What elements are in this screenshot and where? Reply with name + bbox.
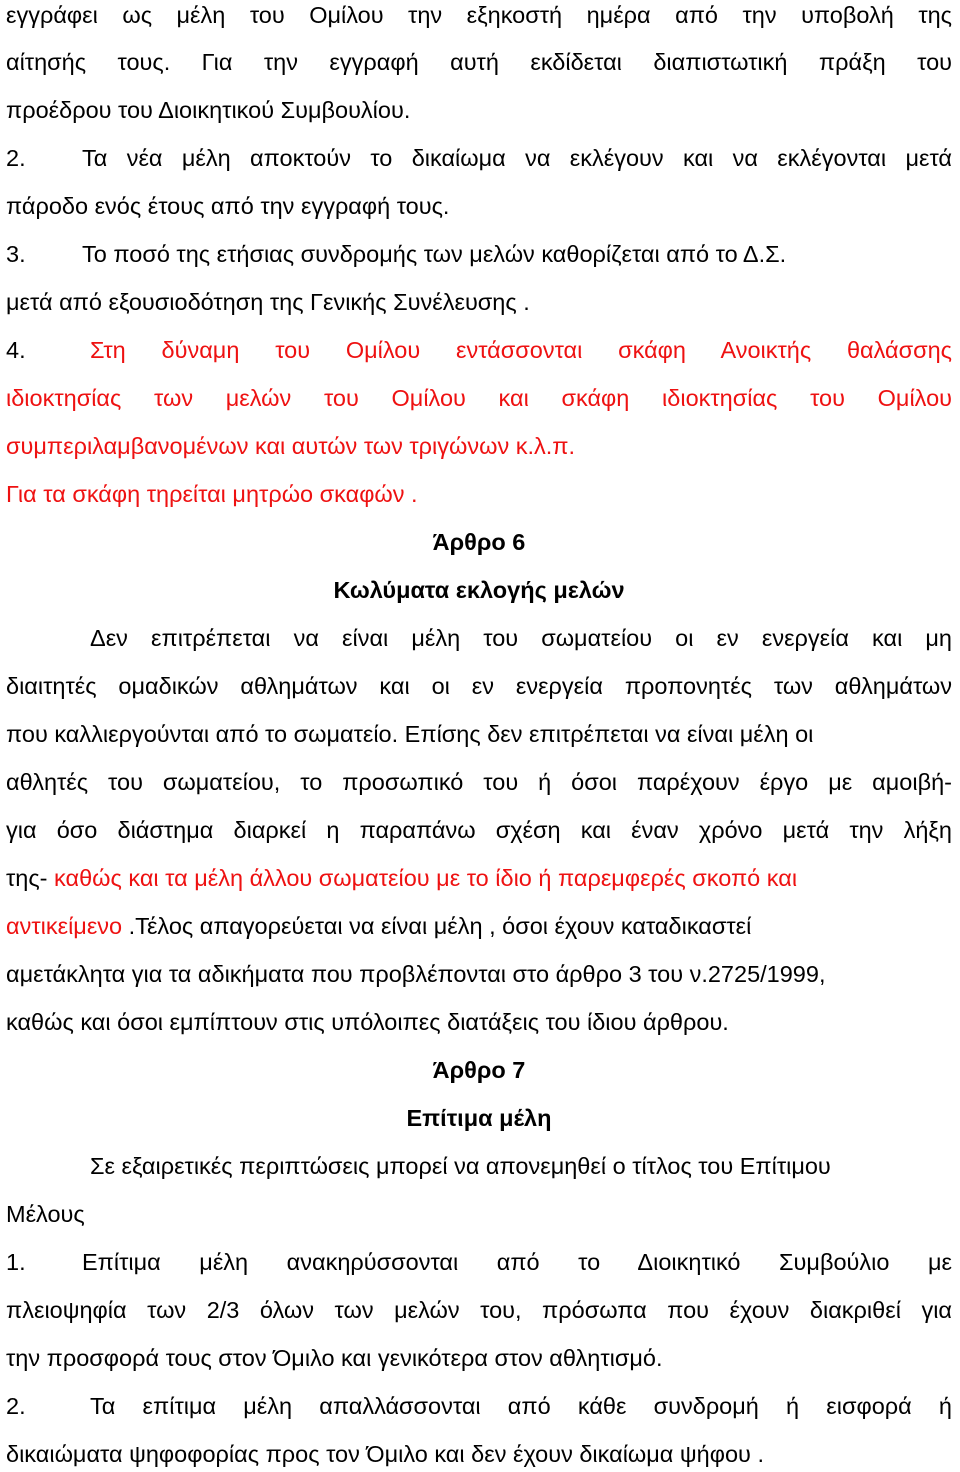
text-line — [90, 623, 952, 653]
line-text: αμετάκλητα για τα αδικήματα που προβλέπονται στο άρθρο 3 του ν.2725/1999, — [6, 961, 826, 987]
line-text: Το ποσό της ετήσιας συνδρομής των μελών καθορίζεται από το Δ.Σ. — [82, 241, 787, 267]
list-item-number: 4. — [6, 337, 26, 363]
line-text: διαιτητές ομαδικών αθλημάτων και οι εν ενεργεία προπονητές των αθλημάτων — [6, 673, 952, 699]
article-heading: Άρθρο 7 — [432, 1057, 526, 1083]
line-text: αίτησής τους. Για την εγγραφή αυτή εκδίδεται διαπιστωτική πράξη του — [6, 49, 952, 75]
text-line — [6, 911, 952, 941]
line-text: καθώς και όσοι εμπίπτουν στις υπόλοιπες διατάξεις του ίδιου άρθρου. — [6, 1009, 729, 1035]
text-line — [6, 1295, 952, 1325]
line-text: μετά από εξουσιοδότηση της Γενικής Συνέλευσης . — [6, 289, 530, 315]
line-text: Τα νέα μέλη αποκτούν το δικαίωμα να εκλέγουν και να εκλέγονται μετά — [82, 145, 952, 171]
line-text: για όσο διάστημα διαρκεί η παραπάνω σχέση και έναν χρόνο μετά την λήξη — [6, 817, 952, 843]
line-text: δικαιώματα ψηφοφορίας προς τον Όμιλο και δεν έχουν δικαίωμα ψήφου . — [6, 1441, 764, 1467]
article-title: Κωλύματα εκλογής μελών — [333, 577, 625, 603]
line-text: ιδιοκτησίας των μελών του Ομίλου και σκάφη ιδιοκτησίας του Ομίλου — [6, 385, 952, 411]
text-line — [6, 719, 952, 749]
text-line — [6, 1343, 952, 1373]
text-line — [6, 767, 952, 797]
list-item-number: 2. — [6, 1393, 26, 1419]
line-text: Μέλους — [6, 1201, 85, 1227]
text-line — [6, 1439, 952, 1469]
text-line — [6, 815, 952, 845]
line-text: Τα επίτιμα μέλη απαλλάσσονται από κάθε συνδρομή ή εισφορά ή — [90, 1393, 952, 1419]
line-text: πάροδο ενός έτους από την εγγραφή τους. — [6, 193, 450, 219]
line-text: συμπεριλαμβανομένων και αυτών των τριγώνων κ.λ.π. — [6, 433, 576, 459]
text-line — [6, 863, 952, 893]
text-line — [90, 1391, 952, 1421]
text-line-highlight — [6, 383, 952, 413]
line-text: Σε εξαιρετικές περιπτώσεις μπορεί να απονεμηθεί ο τίτλος του Επίτιμου — [90, 1153, 831, 1179]
line-text: .Τέλος απαγορεύεται να είναι μέλη , όσοι έχουν καταδικαστεί — [122, 913, 752, 939]
line-text: Για τα σκάφη τηρείται μητρώο σκαφών . — [6, 481, 418, 507]
text-line — [6, 191, 952, 221]
text-line-highlight — [6, 479, 952, 509]
line-text: Επίτιμα μέλη ανακηρύσσονται από το Διοικητικό Συμβούλιο με — [82, 1249, 952, 1275]
line-text: εγγράφει ως μέλη του Ομίλου την εξηκοστή ημέρα από την υποβολή της — [6, 2, 952, 28]
line-text: Επίσης δεν επιτρέπεται να είναι μέλη οι — [398, 721, 814, 747]
text-line — [82, 1247, 952, 1277]
line-text: προέδρου του Διοικητικού Συμβουλίου. — [6, 97, 411, 123]
text-line — [6, 671, 952, 701]
text-line — [90, 1151, 952, 1181]
text-line — [6, 47, 952, 77]
list-item-number: 2. — [6, 145, 26, 171]
text-line — [82, 239, 952, 269]
list-item-number: 1. — [6, 1249, 26, 1275]
text-line — [6, 0, 952, 30]
line-text-highlight: καθώς και τα μέλη άλλου σωματείου με το ίδιο ή παρεμφερές σκοπό και — [47, 865, 798, 891]
text-line — [6, 1007, 952, 1037]
list-item-number: 3. — [6, 241, 26, 267]
line-text: Στη δύναμη του Ομίλου εντάσσονται σκάφη Ανοικτής θαλάσσης — [90, 337, 952, 363]
text-line — [6, 95, 952, 125]
line-text: αθλητές του σωματείου, το προσωπικό του ή όσοι παρέχουν έργο με αμοιβή- — [6, 769, 952, 795]
line-text: που καλλιεργούνται από το σωματείο. — [6, 721, 399, 747]
text-line-highlight — [6, 431, 952, 461]
text-line — [6, 287, 952, 317]
line-text: πλειοψηφία των 2/3 όλων των μελών του, πρόσωπα που έχουν διακριθεί για — [6, 1297, 952, 1323]
article-title: Επίτιμα μέλη — [406, 1105, 552, 1131]
line-text-highlight: αντικείμενο — [6, 913, 123, 939]
text-line — [6, 959, 952, 989]
line-text: της- — [6, 865, 48, 891]
line-text: την προσφορά τους στον Όμιλο και γενικότερα στον αθλητισμό. — [6, 1345, 663, 1371]
text-line — [6, 1199, 952, 1229]
article-heading: Άρθρο 6 — [432, 529, 526, 555]
line-text: Δεν επιτρέπεται να είναι μέλη του σωματείου οι εν ενεργεία και μη — [90, 625, 952, 651]
text-line — [82, 143, 952, 173]
text-line-highlight — [90, 335, 952, 365]
